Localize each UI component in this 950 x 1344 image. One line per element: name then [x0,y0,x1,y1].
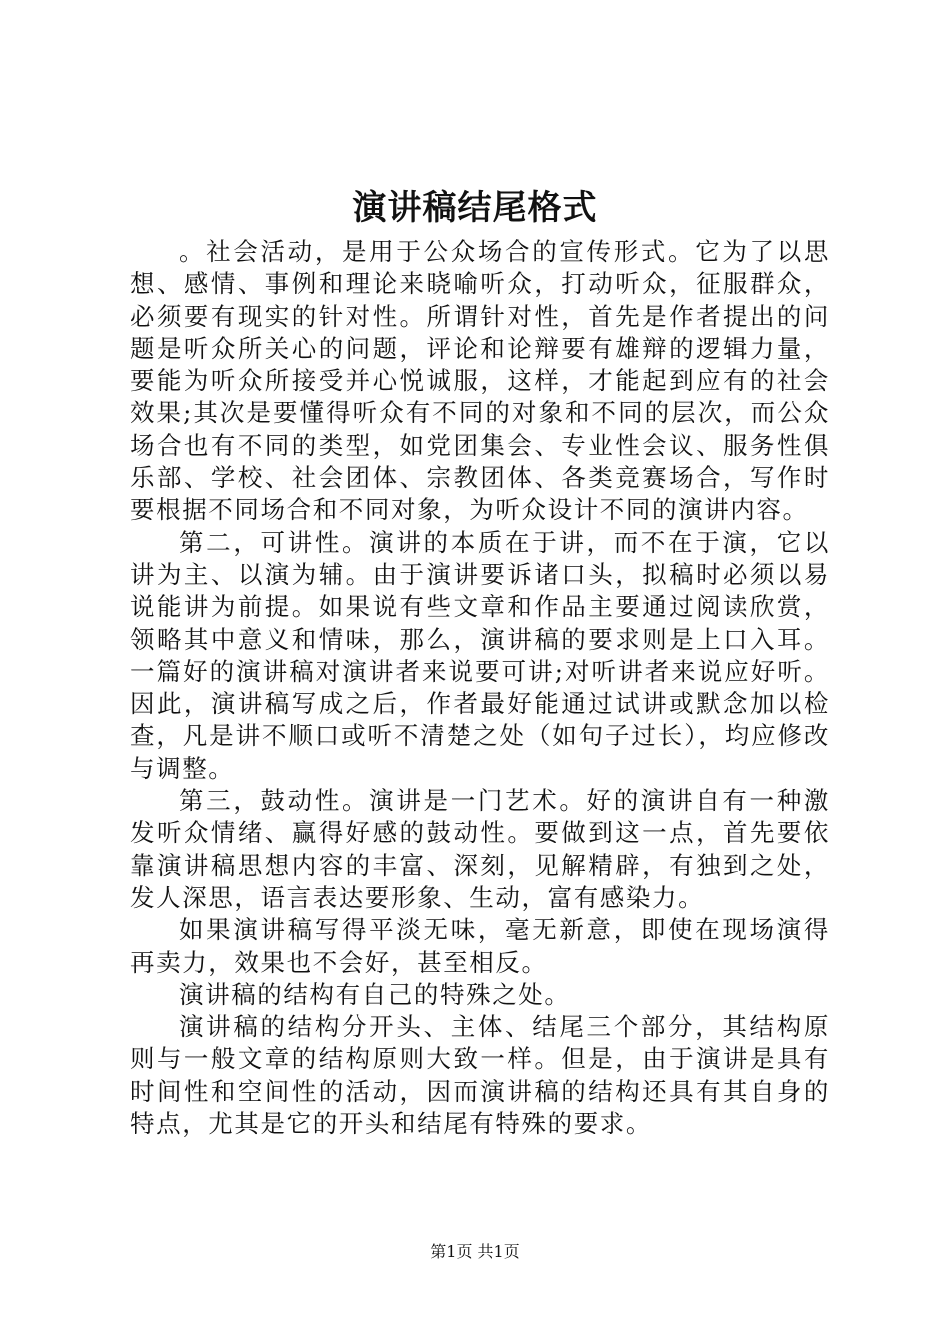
paragraph: 第三，鼓动性。演讲是一门艺术。好的演讲自有一种激发听众情绪、赢得好感的鼓动性。要做到这一点，首先要依靠演讲稿思想内容的丰富、深刻，见解精辟，有独到之处，发人深思，语言表达要形象、生动，富有感染力。 [130,786,830,912]
paragraph: 演讲稿的结构分开头、主体、结尾三个部分，其结构原则与一般文章的结构原则大致一样。但是，由于演讲是具有时间性和空间性的活动，因而演讲稿的结构还具有其自身的特点，尤其是它的开头和结尾有特殊的要求。 [130,1012,830,1139]
document-body [130,236,830,1140]
paragraph: 如果演讲稿写得平淡无味，毫无新意，即使在现场演得再卖力，效果也不会好，甚至相反。 [130,915,830,977]
paragraph: 第二，可讲性。演讲的本质在于讲，而不在于演，它以讲为主、以演为辅。由于演讲要诉诸口头，拟稿时必须以易说能讲为前提。如果说有些文章和作品主要通过阅读欣赏，领略其中意义和情味，那么，演讲稿的要求则是上口入耳。一篇好的演讲稿对演讲者来说要可讲;对听讲者来说应好听。因此，演讲稿写成之后，作者最好能通过试讲或默念加以检查，凡是讲不顺口或听不清楚之处（如句子过长），均应修改与调整。 [130,527,830,783]
paragraph: 演讲稿的结构有自己的特殊之处。 [179,979,571,1009]
page-footer: 第1页 共1页 [430,1242,520,1261]
paragraph: 。社会活动，是用于公众场合的宣传形式。它为了以思想、感情、事例和理论来晓喻听众，打动听众，征服群众，必须要有现实的针对性。所谓针对性，首先是作者提出的问题是听众所关心的问题，评论和论辩要有雄辩的逻辑力量，要能为听众所接受并心悦诚服，这样，才能起到应有的社会效果;其次是要懂得听众有不同的对象和不同的层次，而公众场合也有不同的类型，如党团集会、专业性会议、服务性俱乐部、学校、社会团体、宗教团体、各类竞赛场合，写作时要根据不同场合和不同对象，为听众设计不同的演讲内容。 [130,237,830,525]
page-title: 演讲稿结尾格式 [352,188,598,228]
